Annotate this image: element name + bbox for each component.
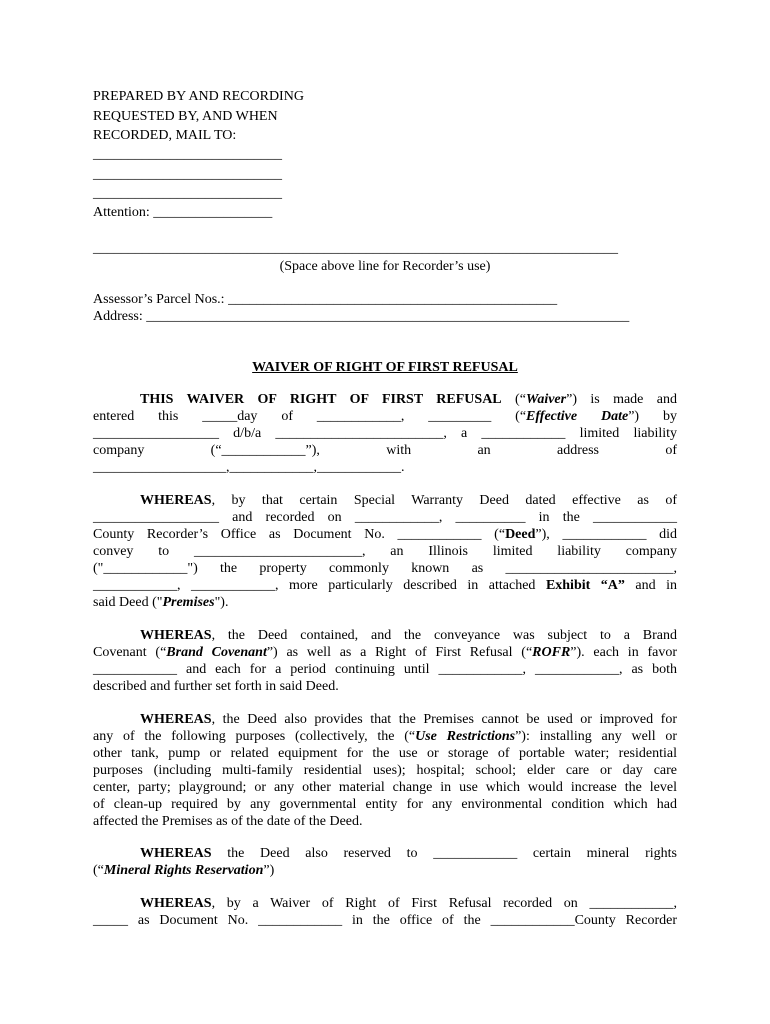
p1-line-2: entered this _____day of ____________, _________ (“Effective Date”) by xyxy=(93,409,677,424)
p3-line-2: Covenant (“Brand Covenant”) as well as a Right of First Refusal (“ROFR”). each in favor xyxy=(93,645,677,660)
p4-line-3: other tank, pump or related equipment for the use or storage of portable water; residential xyxy=(93,746,677,761)
p5-line-2: (“Mineral Rights Reservation”) xyxy=(93,863,275,878)
p5-line-1: WHEREAS the Deed also reserved to ____________ certain mineral rights xyxy=(140,846,677,861)
assessor-parcel-line: Assessor’s Parcel Nos.: _______________________________________________ xyxy=(93,292,558,307)
p3-whereas: WHEREAS xyxy=(140,628,212,643)
p4-whereas: WHEREAS xyxy=(140,712,212,727)
p2-line-3: County Recorder’s Office as Document No. ____________ (“Deed”), ____________ did xyxy=(93,527,677,542)
p6-line-1: WHEREAS, by a Waiver of Right of First Refusal recorded on ____________, xyxy=(140,896,677,911)
document-title: WAIVER OF RIGHT OF FIRST REFUSAL xyxy=(252,360,518,375)
mail-to-blank-3: ___________________________ xyxy=(93,186,282,201)
p1-lead: THIS WAIVER OF RIGHT OF FIRST REFUSAL xyxy=(140,392,502,407)
address-line: Address: _____________________________________________________________________ xyxy=(93,309,630,324)
p3-line-1: WHEREAS, the Deed contained, and the conveyance was subject to a Brand xyxy=(140,628,677,643)
p2-line-2: __________________ and recorded on ____________, __________ in the ____________ xyxy=(93,510,677,525)
p6-line-2: _____ as Document No. ____________ in the office of the ____________County Recorder xyxy=(93,913,677,928)
p1-line-3: __________________ d/b/a ________________________, a ____________ limited liability xyxy=(93,426,677,441)
attention-line: Attention: _________________ xyxy=(93,205,273,220)
rofr-term: ROFR xyxy=(532,645,571,660)
p4-line-5: center, party; playground; or any other material change in use which would increase the level xyxy=(93,780,677,795)
p2-whereas: WHEREAS xyxy=(140,493,212,508)
p2-line-4: convey to ________________________, an Illinois limited liability company xyxy=(93,544,677,559)
exhibit-a-term: Exhibit “A” xyxy=(545,578,625,593)
p4-line-1: WHEREAS, the Deed also provides that the Premises cannot be used or improved for xyxy=(140,712,677,727)
recorder-rule: ___________________________________________________________________________ xyxy=(93,241,618,256)
premises-term: Premises xyxy=(162,595,215,610)
brand-covenant-term: Brand Covenant xyxy=(166,645,267,660)
p2-line-5: ("____________") the property commonly known as ________________________, xyxy=(93,561,677,576)
p2-line-1: WHEREAS, by that certain Special Warranty Deed dated effective as of xyxy=(140,493,677,508)
p4-line-4: purposes (including multi-family residential uses); hospital; school; elder care or day care xyxy=(93,763,677,778)
p4-line-6: of clean-up required by any governmental entity for any environmental condition which had xyxy=(93,797,677,812)
waiver-term: Waiver xyxy=(525,392,567,407)
use-restrictions-term: Use Restrictions xyxy=(415,729,516,744)
p1-line-4: company (“____________”), with an address of xyxy=(93,443,677,458)
mineral-rights-term: Mineral Rights Reservation xyxy=(103,863,264,878)
mail-to-line: RECORDED, MAIL TO: xyxy=(93,128,237,143)
p4-line-2: any of the following purposes (collectively, the (“Use Restrictions”): installing any well or xyxy=(93,729,678,744)
deed-term: Deed xyxy=(505,527,536,542)
effective-date-term: Effective Date xyxy=(526,409,629,424)
prepared-by-line: PREPARED BY AND RECORDING xyxy=(93,89,304,104)
p4-line-7: affected the Premises as of the date of the Deed. xyxy=(93,814,363,829)
mail-to-blank-1: ___________________________ xyxy=(93,147,282,162)
recorder-note: (Space above line for Recorder’s use) xyxy=(279,259,491,274)
p2-line-7: said Deed ("Premises"). xyxy=(93,595,229,610)
p6-whereas: WHEREAS xyxy=(140,896,212,911)
p3-line-3: ____________ and each for a period continuing until ____________, ____________, as both xyxy=(93,662,677,677)
mail-to-blank-2: ___________________________ xyxy=(93,167,282,182)
requested-by-line: REQUESTED BY, AND WHEN xyxy=(93,109,278,124)
p2-line-6: ____________, ____________, more particularly described in attached Exhibit “A” and in xyxy=(93,578,678,593)
p5-whereas: WHEREAS xyxy=(140,846,212,861)
p1-line-5: ___________________,____________,____________. xyxy=(93,460,405,475)
p3-line-4: described and further set forth in said Deed. xyxy=(93,679,339,694)
p1-line-1: THIS WAIVER OF RIGHT OF FIRST REFUSAL (“Waiver”) is made and xyxy=(140,392,677,407)
